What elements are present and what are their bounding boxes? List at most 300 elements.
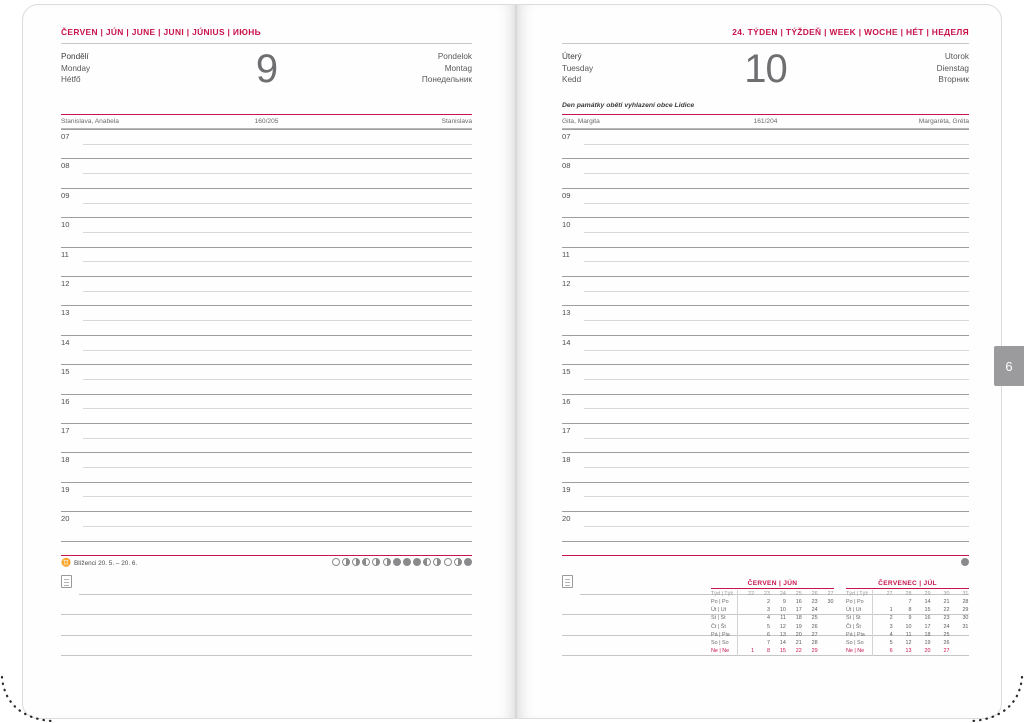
day-name-de: Montag xyxy=(444,63,472,73)
day-name-hu: Hétfő xyxy=(61,75,81,85)
hour-label: 12 xyxy=(562,279,571,289)
moon-phase-icon xyxy=(342,558,350,566)
hour-label: 07 xyxy=(562,132,571,142)
date-cell[interactable]: 8 xyxy=(767,648,771,655)
hour-line xyxy=(562,423,969,424)
day-name-sk: Pondelok xyxy=(437,52,472,61)
day-label: Pá | Pia xyxy=(846,631,872,639)
zodiac-label: Blíženci 20. 5. – 20. 6. xyxy=(73,559,138,567)
date-cell[interactable]: 3 xyxy=(767,607,771,614)
day-of-year: 160/205 xyxy=(254,118,279,126)
date-cell[interactable]: 24 xyxy=(943,623,950,630)
hour-row[interactable] xyxy=(562,217,969,246)
date-cell[interactable] xyxy=(949,648,968,656)
hour-line xyxy=(61,276,472,277)
note-line[interactable] xyxy=(61,636,472,656)
date-cell[interactable]: 5 xyxy=(767,623,771,630)
footer-bar-right xyxy=(562,556,969,571)
half-hour-line xyxy=(584,350,969,351)
table-row xyxy=(846,648,969,656)
week-number: 27 xyxy=(827,590,834,597)
half-hour-line xyxy=(83,320,472,321)
hour-label: 20 xyxy=(562,514,571,524)
date-cell[interactable]: 21 xyxy=(943,598,950,605)
hour-row[interactable] xyxy=(61,335,472,364)
holiday-placeholder-left xyxy=(61,102,472,112)
date-cell[interactable] xyxy=(737,631,754,639)
moon-phase-icon xyxy=(383,558,391,566)
date-cell[interactable]: 27 xyxy=(811,631,818,638)
table-row xyxy=(711,640,834,648)
hour-label: 19 xyxy=(562,484,571,494)
notes-area-right[interactable] xyxy=(562,574,969,656)
right-page-content xyxy=(562,27,969,697)
namesday-cs: Stanislava, Anabela xyxy=(61,118,119,126)
namesday-sk: Stanislava xyxy=(441,118,472,126)
hour-row[interactable] xyxy=(61,247,472,276)
hour-label: 16 xyxy=(562,396,571,406)
hour-line xyxy=(61,541,472,542)
hour-label: 10 xyxy=(562,220,571,230)
hour-line xyxy=(61,305,472,306)
date-cell[interactable]: 13 xyxy=(779,631,786,638)
half-hour-line xyxy=(584,144,969,145)
hour-label: 17 xyxy=(61,426,70,435)
hour-line xyxy=(61,394,472,395)
hour-row[interactable] xyxy=(562,423,969,452)
hour-label: 14 xyxy=(562,337,571,347)
date-cell[interactable]: 2 xyxy=(889,615,893,622)
half-hour-line xyxy=(584,408,969,409)
moon-phase-row-right xyxy=(961,558,969,566)
hour-row[interactable] xyxy=(562,394,969,423)
date-cell[interactable]: 21 xyxy=(795,639,802,646)
hour-line xyxy=(61,452,472,453)
date-cell[interactable]: 18 xyxy=(924,631,931,638)
hour-row[interactable] xyxy=(61,188,472,217)
date-cell[interactable]: 16 xyxy=(924,615,931,622)
half-hour-line xyxy=(83,496,472,497)
day-name-cs: Pondělí xyxy=(61,52,89,61)
hour-line xyxy=(562,188,969,189)
week-label: Týd | Týž xyxy=(846,590,872,598)
date-cell[interactable]: 25 xyxy=(943,631,950,638)
note-icon xyxy=(562,575,573,588)
hour-row[interactable] xyxy=(562,129,969,158)
date-cell[interactable]: 9 xyxy=(782,598,786,605)
day-names-right-left xyxy=(422,51,472,86)
hour-row-tail[interactable] xyxy=(562,541,969,556)
table-row xyxy=(846,640,969,648)
hour-label: 09 xyxy=(61,190,70,200)
date-cell[interactable]: 14 xyxy=(924,598,931,605)
date-cell[interactable]: 31 xyxy=(962,623,969,630)
date-cell[interactable] xyxy=(818,615,834,623)
hour-row[interactable] xyxy=(562,452,969,481)
moon-phase-icon xyxy=(413,558,421,566)
date-cell[interactable]: 12 xyxy=(779,623,786,630)
moon-phase-icon xyxy=(454,558,462,566)
date-cell[interactable]: 8 xyxy=(908,607,912,614)
day-label: Út | Ut xyxy=(846,607,872,615)
date-cell[interactable]: 17 xyxy=(924,623,931,630)
hour-line xyxy=(562,482,969,483)
date-cell[interactable]: 26 xyxy=(811,623,818,630)
date-cell[interactable]: 22 xyxy=(943,607,950,614)
note-line[interactable] xyxy=(61,595,472,615)
date-cell[interactable]: 4 xyxy=(767,615,771,622)
table-row xyxy=(846,590,969,598)
hour-row[interactable] xyxy=(562,364,969,393)
half-hour-line xyxy=(584,438,969,439)
half-hour-line xyxy=(83,173,472,174)
footer-bar-left xyxy=(61,556,472,571)
hour-label: 17 xyxy=(562,426,571,435)
notes-area-left[interactable] xyxy=(61,574,472,656)
moon-phase-icon xyxy=(433,558,441,566)
hour-label: 15 xyxy=(562,367,571,377)
hour-line xyxy=(61,188,472,189)
week-number: 26 xyxy=(811,590,818,597)
day-number-right: 10 xyxy=(744,47,787,91)
date-cell[interactable]: 30 xyxy=(962,615,969,622)
hour-line xyxy=(61,247,472,248)
date-cell[interactable]: 22 xyxy=(795,648,802,655)
date-cell[interactable] xyxy=(737,623,754,631)
hour-row[interactable] xyxy=(61,423,472,452)
hour-row[interactable] xyxy=(562,305,969,334)
date-cell[interactable]: 26 xyxy=(943,639,950,646)
mini-calendar-table xyxy=(711,590,834,656)
half-hour-line xyxy=(83,291,472,292)
date-cell[interactable]: 27 xyxy=(943,648,950,655)
week-number: 31 xyxy=(962,590,969,597)
day-label: Ne | Ne xyxy=(846,648,872,656)
half-hour-line xyxy=(584,291,969,292)
date-cell[interactable]: 7 xyxy=(908,598,912,605)
mini-calendar-title: ČERVENEC | JÚL xyxy=(878,580,937,588)
day-label: Čt | Št xyxy=(846,623,872,631)
book-spine xyxy=(514,4,518,719)
table-row xyxy=(846,615,969,623)
day-name-de: Dienstag xyxy=(936,63,969,73)
week-strip-right: 24. TÝDEN | TÝŽDEŇ | WEEK | WOCHE | HÉT | НЕДЕЛЯ xyxy=(732,27,969,37)
day-label: Po | Po xyxy=(846,599,872,607)
week-number: 28 xyxy=(905,590,912,597)
date-cell[interactable] xyxy=(818,623,834,631)
day-name-hu: Kedd xyxy=(562,75,582,85)
date-cell[interactable] xyxy=(737,599,754,607)
date-cell[interactable]: 9 xyxy=(908,615,912,622)
week-number: 23 xyxy=(764,590,771,597)
hour-label: 11 xyxy=(61,249,69,259)
day-label: Út | Ut xyxy=(711,607,737,615)
date-cell[interactable]: 25 xyxy=(811,615,818,622)
table-row xyxy=(711,615,834,623)
half-hour-line xyxy=(83,526,472,527)
date-cell[interactable] xyxy=(818,607,834,615)
hour-label: 15 xyxy=(61,367,70,377)
date-cell[interactable]: 13 xyxy=(905,648,912,655)
date-cell[interactable]: 11 xyxy=(780,615,786,622)
mini-calendar-table xyxy=(846,590,969,656)
hour-line xyxy=(562,452,969,453)
date-cell[interactable]: 28 xyxy=(811,639,818,646)
date-cell[interactable]: 12 xyxy=(905,639,912,646)
table-row xyxy=(846,599,969,607)
date-cell[interactable]: 29 xyxy=(811,648,818,655)
date-cell[interactable]: 29 xyxy=(962,607,969,614)
hour-grid-left xyxy=(61,129,472,555)
hour-label: 10 xyxy=(61,220,70,230)
hour-label: 11 xyxy=(562,249,570,259)
mini-calendars xyxy=(711,580,969,656)
table-row xyxy=(711,631,834,639)
date-cell[interactable] xyxy=(818,631,834,639)
table-row xyxy=(711,599,834,607)
half-hour-line xyxy=(584,232,969,233)
hour-label: 08 xyxy=(562,161,571,171)
half-hour-line xyxy=(83,379,472,380)
date-cell[interactable]: 17 xyxy=(795,607,802,614)
date-cell[interactable]: 23 xyxy=(943,615,950,622)
zodiac-info xyxy=(61,559,137,567)
hour-label: 07 xyxy=(61,132,70,142)
hour-line xyxy=(562,364,969,365)
divider xyxy=(711,588,834,589)
page-corner-left xyxy=(0,663,70,723)
date-cell[interactable]: 3 xyxy=(889,623,893,630)
hour-row[interactable] xyxy=(562,482,969,511)
date-cell[interactable] xyxy=(818,648,834,656)
day-label: Pá | Pia xyxy=(711,631,737,639)
date-cell[interactable]: 14 xyxy=(779,639,786,646)
half-hour-line xyxy=(584,203,969,204)
hour-line xyxy=(61,364,472,365)
hour-line xyxy=(61,423,472,424)
date-cell[interactable] xyxy=(737,615,754,623)
divider xyxy=(61,43,472,44)
hour-line xyxy=(562,335,969,336)
hour-row[interactable] xyxy=(61,217,472,246)
note-line[interactable] xyxy=(61,615,472,635)
hour-label: 16 xyxy=(61,396,70,406)
week-label: Týd | Týž xyxy=(711,590,737,598)
table-row xyxy=(846,623,969,631)
day-name-cs: Úterý xyxy=(562,52,582,61)
hour-row[interactable] xyxy=(61,364,472,393)
week-number: 25 xyxy=(795,590,802,597)
date-cell[interactable]: 7 xyxy=(767,639,771,646)
table-row xyxy=(846,607,969,615)
month-index-tab[interactable]: 6 xyxy=(994,346,1024,386)
hour-row[interactable] xyxy=(562,335,969,364)
table-row xyxy=(711,590,834,598)
date-cell[interactable] xyxy=(949,640,968,648)
hour-row[interactable] xyxy=(562,188,969,217)
date-cell[interactable]: 10 xyxy=(779,607,786,614)
date-cell[interactable]: 28 xyxy=(962,598,969,605)
hour-label: 13 xyxy=(61,308,70,318)
date-cell[interactable]: 10 xyxy=(905,623,912,630)
day-label: So | So xyxy=(711,640,737,648)
moon-phase-icon xyxy=(403,558,411,566)
hour-line xyxy=(562,394,969,395)
date-cell[interactable]: 1 xyxy=(889,607,893,614)
week-number: 27 xyxy=(886,590,893,597)
date-cell[interactable]: 15 xyxy=(779,648,786,655)
half-hour-line xyxy=(83,350,472,351)
hour-row[interactable] xyxy=(61,394,472,423)
right-page xyxy=(516,4,1002,719)
date-cell[interactable]: 20 xyxy=(924,648,931,655)
day-label: Čt | Št xyxy=(711,623,737,631)
date-cell[interactable]: 1 xyxy=(751,648,755,655)
date-cell[interactable]: 6 xyxy=(889,648,893,655)
date-cell[interactable]: 5 xyxy=(889,639,893,646)
half-hour-line xyxy=(83,203,472,204)
hour-label: 14 xyxy=(61,337,70,347)
day-number-left: 9 xyxy=(255,47,278,91)
hour-row[interactable] xyxy=(61,305,472,334)
date-cell[interactable]: 24 xyxy=(811,607,818,614)
hour-label: 18 xyxy=(61,455,70,465)
date-cell[interactable]: 2 xyxy=(767,598,771,605)
day-label: Po | Po xyxy=(711,599,737,607)
half-hour-line xyxy=(584,526,969,527)
moon-phase-row xyxy=(332,558,472,566)
hour-label: 12 xyxy=(61,279,70,289)
date-cell[interactable]: 16 xyxy=(795,598,802,605)
half-hour-line xyxy=(83,467,472,468)
half-hour-line xyxy=(584,173,969,174)
hour-row[interactable] xyxy=(61,276,472,305)
date-cell[interactable] xyxy=(949,631,968,639)
hour-row[interactable] xyxy=(61,511,472,540)
date-cell[interactable]: 4 xyxy=(889,631,893,638)
hour-line xyxy=(61,217,472,218)
namesday-cs: Gita, Margita xyxy=(562,118,600,126)
hour-row[interactable] xyxy=(562,247,969,276)
hour-line xyxy=(562,129,969,130)
date-cell[interactable] xyxy=(818,640,834,648)
day-names-right-right xyxy=(937,51,969,86)
week-number: 22 xyxy=(748,590,755,597)
day-label: So | So xyxy=(846,640,872,648)
mini-calendar-title: ČERVEN | JÚN xyxy=(747,580,798,588)
namesday-sk: Margaréta, Gréta xyxy=(918,118,969,126)
date-cell[interactable]: 18 xyxy=(795,615,802,622)
table-row xyxy=(711,623,834,631)
hour-line xyxy=(61,511,472,512)
mini-calendar-july xyxy=(846,580,969,656)
hour-label: 08 xyxy=(61,161,70,171)
moon-phase-icon xyxy=(464,558,472,566)
hour-row[interactable] xyxy=(61,482,472,511)
hour-line xyxy=(562,511,969,512)
page-corner-right xyxy=(954,663,1024,723)
hour-label: 20 xyxy=(61,514,70,524)
day-of-year: 161/204 xyxy=(753,118,778,126)
hour-row-tail[interactable] xyxy=(61,541,472,556)
week-number: 30 xyxy=(943,590,950,597)
half-hour-line xyxy=(584,496,969,497)
left-page xyxy=(22,4,516,719)
moon-phase-icon xyxy=(332,558,340,566)
day-name-en: Monday xyxy=(61,63,91,73)
date-cell[interactable] xyxy=(737,607,754,615)
hour-row[interactable] xyxy=(61,452,472,481)
table-row xyxy=(711,607,834,615)
hour-row[interactable] xyxy=(562,511,969,540)
table-row xyxy=(846,631,969,639)
date-cell[interactable]: 20 xyxy=(795,631,802,638)
hour-line xyxy=(562,276,969,277)
note-line[interactable] xyxy=(79,574,472,594)
moon-phase-icon xyxy=(393,558,401,566)
hour-row[interactable] xyxy=(562,276,969,305)
gemini-icon: ♊ xyxy=(61,558,71,568)
mini-calendar-june xyxy=(711,580,834,656)
hour-line xyxy=(562,305,969,306)
half-hour-line xyxy=(584,320,969,321)
half-hour-line xyxy=(584,261,969,262)
half-hour-line xyxy=(83,408,472,409)
hour-line xyxy=(562,217,969,218)
half-hour-line xyxy=(83,261,472,262)
half-hour-line xyxy=(584,379,969,380)
date-cell[interactable] xyxy=(872,599,893,607)
day-header-left xyxy=(61,47,472,99)
day-name-ru: Понедельник xyxy=(421,75,472,85)
hour-label: 19 xyxy=(61,484,70,494)
hour-line xyxy=(562,247,969,248)
holiday-label-right: Den památky obětí vyhlazení obce Lidice xyxy=(562,102,695,109)
day-name-ru: Вторник xyxy=(938,75,969,85)
date-cell[interactable] xyxy=(737,640,754,648)
date-cell[interactable]: 23 xyxy=(811,598,818,605)
day-name-en: Tuesday xyxy=(562,63,594,73)
divider xyxy=(846,588,969,589)
hour-grid-right xyxy=(562,129,969,555)
week-number: 24 xyxy=(779,590,786,597)
hour-row[interactable] xyxy=(61,129,472,158)
day-label: St | St xyxy=(846,615,872,623)
day-header-right xyxy=(562,47,969,99)
hour-row[interactable] xyxy=(562,158,969,187)
date-cell[interactable]: 15 xyxy=(924,607,931,614)
day-label: Ne | Ne xyxy=(711,648,737,656)
date-cell[interactable]: 30 xyxy=(827,598,834,605)
half-hour-line xyxy=(83,232,472,233)
hour-label: 18 xyxy=(562,455,571,465)
moon-phase-icon xyxy=(362,558,370,566)
day-name-sk: Utorok xyxy=(944,52,969,61)
hour-label: 09 xyxy=(562,190,571,200)
date-cell[interactable]: 19 xyxy=(924,639,931,646)
hour-row[interactable] xyxy=(61,158,472,187)
date-cell[interactable]: 19 xyxy=(795,623,802,630)
moon-phase-icon xyxy=(423,558,431,566)
names-row-left xyxy=(61,115,472,128)
hour-line xyxy=(562,541,969,542)
moon-phase-icon xyxy=(372,558,380,566)
left-page-content xyxy=(61,27,472,697)
date-cell[interactable]: 6 xyxy=(767,631,771,638)
half-hour-line xyxy=(83,144,472,145)
date-cell[interactable]: 11 xyxy=(905,631,912,638)
divider xyxy=(562,43,969,44)
